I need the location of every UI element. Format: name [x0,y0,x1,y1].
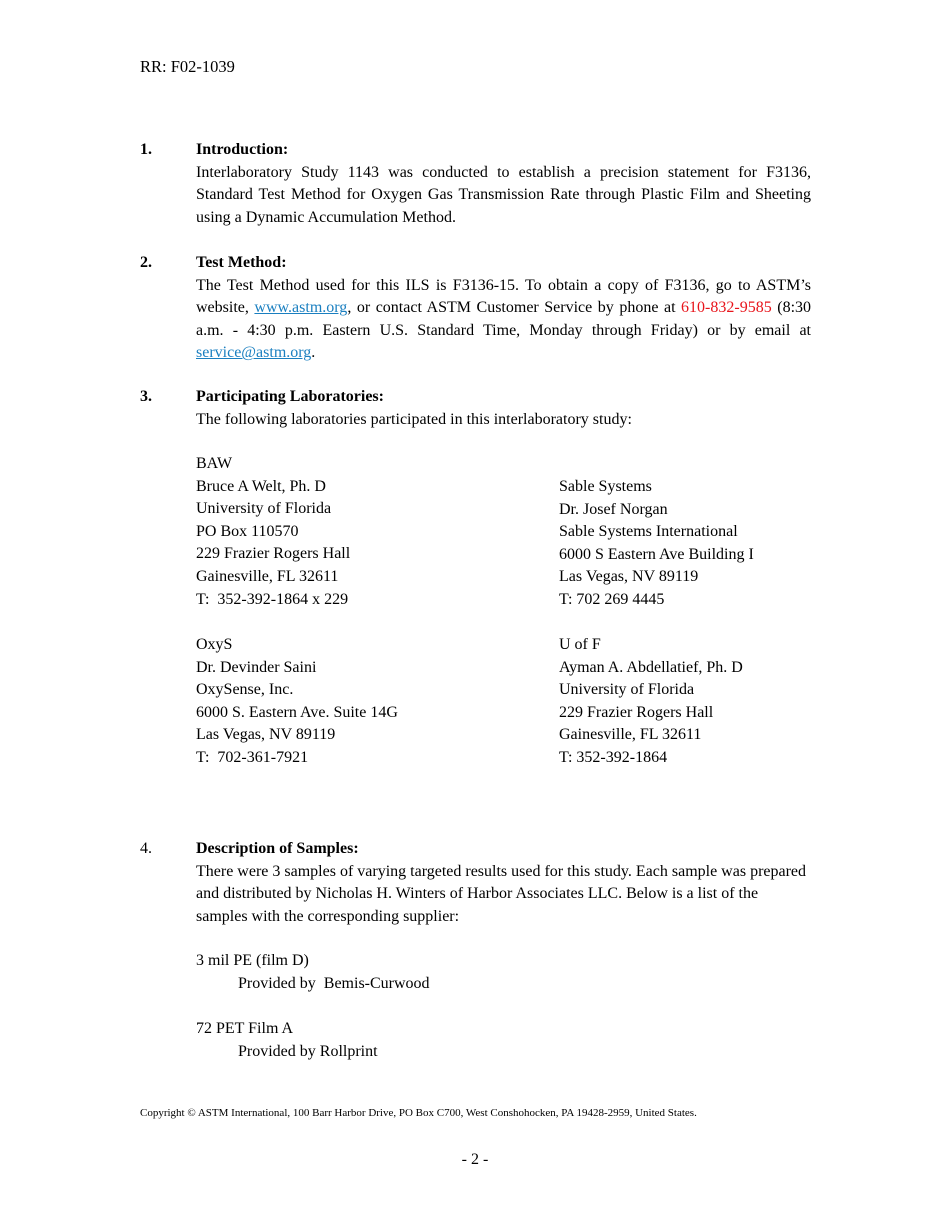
astm-website-link[interactable]: www.astm.org [254,299,348,317]
lab-contact: Dr. Devinder Saini [196,658,317,676]
section-title: Description of Samples: [196,840,359,857]
lab-entry [196,634,536,770]
sample-supplier: Provided by Rollprint [238,1042,378,1060]
lab-address: 6000 S Eastern Ave Building I [559,545,754,563]
lab-entry [559,476,899,612]
lab-city: Gainesville, FL 32611 [559,726,702,744]
lab-contact: Ayman A. Abdellatief, Ph. D [559,658,743,676]
lab-phone: T: 702-361-7921 [196,748,309,766]
sample-supplier: Provided by Bemis-Curwood [238,974,430,992]
section-number: 1. [140,141,152,158]
lab-address: 229 Frazier Rogers Hall [196,545,351,563]
lab-city: Las Vegas, NV 89119 [196,726,336,744]
section-number: 4. [140,840,152,857]
lab-address: 6000 S. Eastern Ave. Suite 14G [196,703,398,721]
section-participating-labs [140,386,812,786]
section-title: Participating Laboratories: [196,388,384,405]
section-text: Interlaboratory Study 1143 was conducted to establish a precision statement for F3136, Standard Test Method for Oxygen Gas Transmission Rate through Plastic Film and Sheeting using a Dynamic Accumulation Method. [196,163,811,226]
lab-entry [559,634,899,770]
customer-service-phone: 610-832-9585 [681,299,772,317]
service-email-link[interactable]: service@astm.org [196,344,312,362]
lab-org: Dr. Josef Norgan [559,500,668,518]
lab-org: OxySense, Inc. [196,681,294,699]
copyright-footer: Copyright © ASTM International, 100 Barr Harbor Drive, PO Box C700, West Conshohocken, PA 19428-2959, United States. [140,1107,697,1119]
lab-contact: Sable Systems [559,478,652,495]
lab-city: Las Vegas, NV 89119 [559,568,699,586]
lab-phone: T: 702 269 4445 [559,590,665,608]
section-number: 3. [140,388,152,405]
sample-name: 3 mil PE (film D) [196,952,309,970]
section-text: There were 3 samples of varying targeted results used for this study. Each sample was prepared and distributed by Nicholas H. Winters of Harbor Associates LLC. Below is a list of the samples with the corresponding supplier: [196,862,807,925]
sample-list [196,950,811,1063]
section-text: The Test Method used for this ILS is F3136-15. To obtain a copy of F3136, go to ASTM’s website, www.astm.org, or contact ASTM Customer Service by phone at 610-832-9585 (8:30 a.m. - 4:30 p.m. Eastern U.S. Standard Time, Monday through Friday) or by email at service@astm.org. [196,276,812,362]
page-number: - 2 - [461,1151,489,1168]
running-header: RR: F02-1039 [140,57,235,76]
sample-name: 72 PET Film A [196,1020,294,1038]
lab-entry [196,453,536,611]
lab-city: Gainesville, FL 32611 [196,567,339,585]
lab-phone: T: 352-392-1864 x 229 [196,590,349,608]
lab-code: U of F [559,636,601,653]
lab-org: University of Florida [196,500,332,518]
lab-address: PO Box 110570 [196,522,299,540]
lab-phone: T: 352-392-1864 [559,748,668,766]
section-number: 2. [140,254,152,271]
lab-org: University of Florida [559,681,695,699]
section-title: Test Method: [196,254,287,271]
lab-code: OxyS [196,636,233,653]
lab-address: 229 Frazier Rogers Hall [559,703,714,721]
lab-contact: Bruce A Welt, Ph. D [196,477,326,495]
section-title: Introduction: [196,141,289,158]
lab-code: BAW [196,455,233,472]
lab-address: Sable Systems International [559,523,738,541]
section-text: The following laboratories participated in this interlaboratory study: [196,410,632,428]
